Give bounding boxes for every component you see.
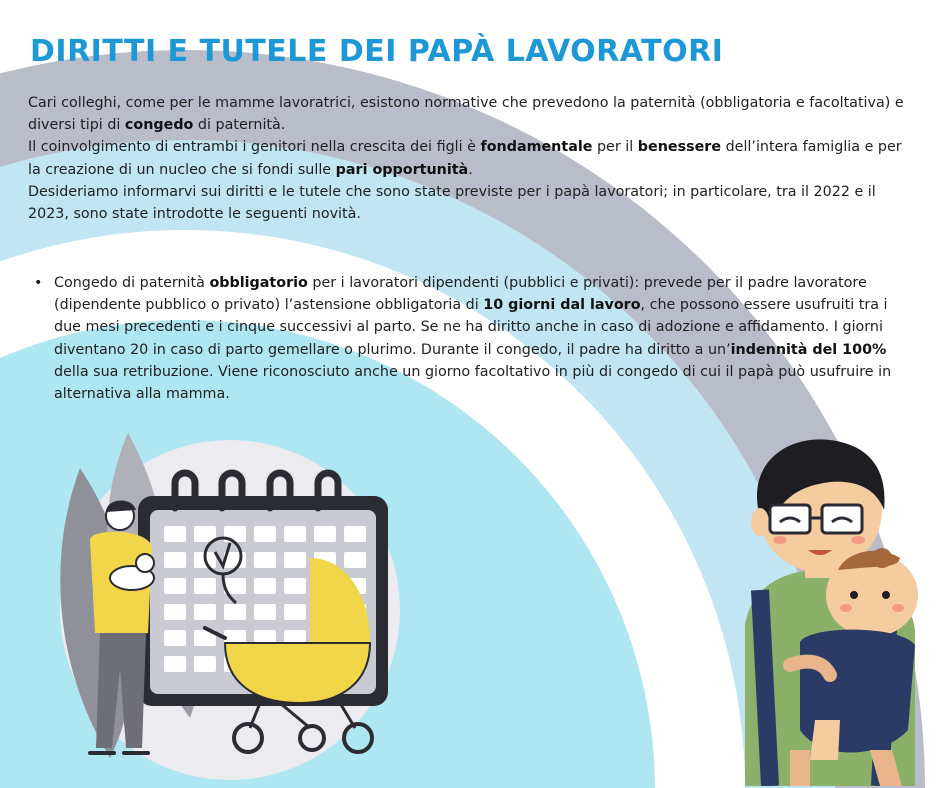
page-title: DIRITTI E TUTELE DEI PAPÀ LAVORATORI — [30, 34, 724, 69]
father-carrying-baby-illustration — [730, 430, 930, 786]
intro-p2-bold-benessere: benessere — [637, 139, 722, 156]
bullet-bold-indennita: indennità del 100% — [730, 341, 887, 358]
intro-p1-text-b: di paternità. — [193, 117, 286, 134]
intro-paragraph-2 — [28, 136, 912, 180]
intro-p2-text-a: Il coinvolgimento di entrambi i genitori nella crescita dei figli è — [28, 139, 481, 156]
bullet-list — [54, 272, 906, 405]
bullet-text-d: della sua retribuzione. Viene riconosciuto anche un giorno facoltativo in più di congedo di cui il papà può usufruire in alternativa alla mamma. — [54, 363, 892, 403]
father-calendar-stroller-illustration — [40, 428, 400, 778]
intro-p1-bold-congedo: congedo — [124, 117, 194, 134]
intro-p1-text-a: Cari colleghi, come per le mamme lavoratrici, esistono normative che prevedono la paternità (obbligatoria e facoltativa) e diversi tipi di — [28, 95, 904, 134]
intro-text — [28, 92, 912, 225]
intro-p2-text-b: per il — [592, 139, 638, 156]
intro-p2-bold-fondamentale: fondamentale — [480, 139, 593, 156]
intro-paragraph-3: Desideriamo informarvi sui diritti e le tutele che sono state previste per i papà lavoratori; in particolare, tra il 2022 e il 2023, sono state introdotte le seguenti novità. — [28, 183, 876, 223]
intro-p2-text-c: dell’intera famiglia e per la creazione di un nucleo che si fondi sulle — [28, 139, 902, 178]
bullet-bold-10-giorni: 10 giorni dal lavoro — [483, 297, 641, 314]
bullet-text-b: per i lavoratori dipendenti (pubblici e privati): prevede per il padre lavoratore (dipendente pubblico o privato) l’astensione obbligatoria di — [54, 275, 867, 314]
intro-paragraph-1 — [28, 92, 912, 136]
bullet-bold-obbligatorio: obbligatorio — [209, 275, 308, 291]
list-item — [54, 272, 906, 405]
intro-p2-bold-pari-opportunita: pari opportunità — [335, 161, 469, 178]
intro-p2-text-d: . — [468, 161, 473, 178]
bullet-text-c: , che possono essere usufruiti tra i due mesi precedenti e i cinque successivi al parto. Se ne ha diritto anche in caso di adozione e affidamento. I giorni diventano 20 in caso di parto gemellare o plurimo. Durante il congedo, il padre ha diritto a un’ — [54, 297, 888, 358]
bullet-text-a: Congedo di paternità — [54, 275, 210, 291]
